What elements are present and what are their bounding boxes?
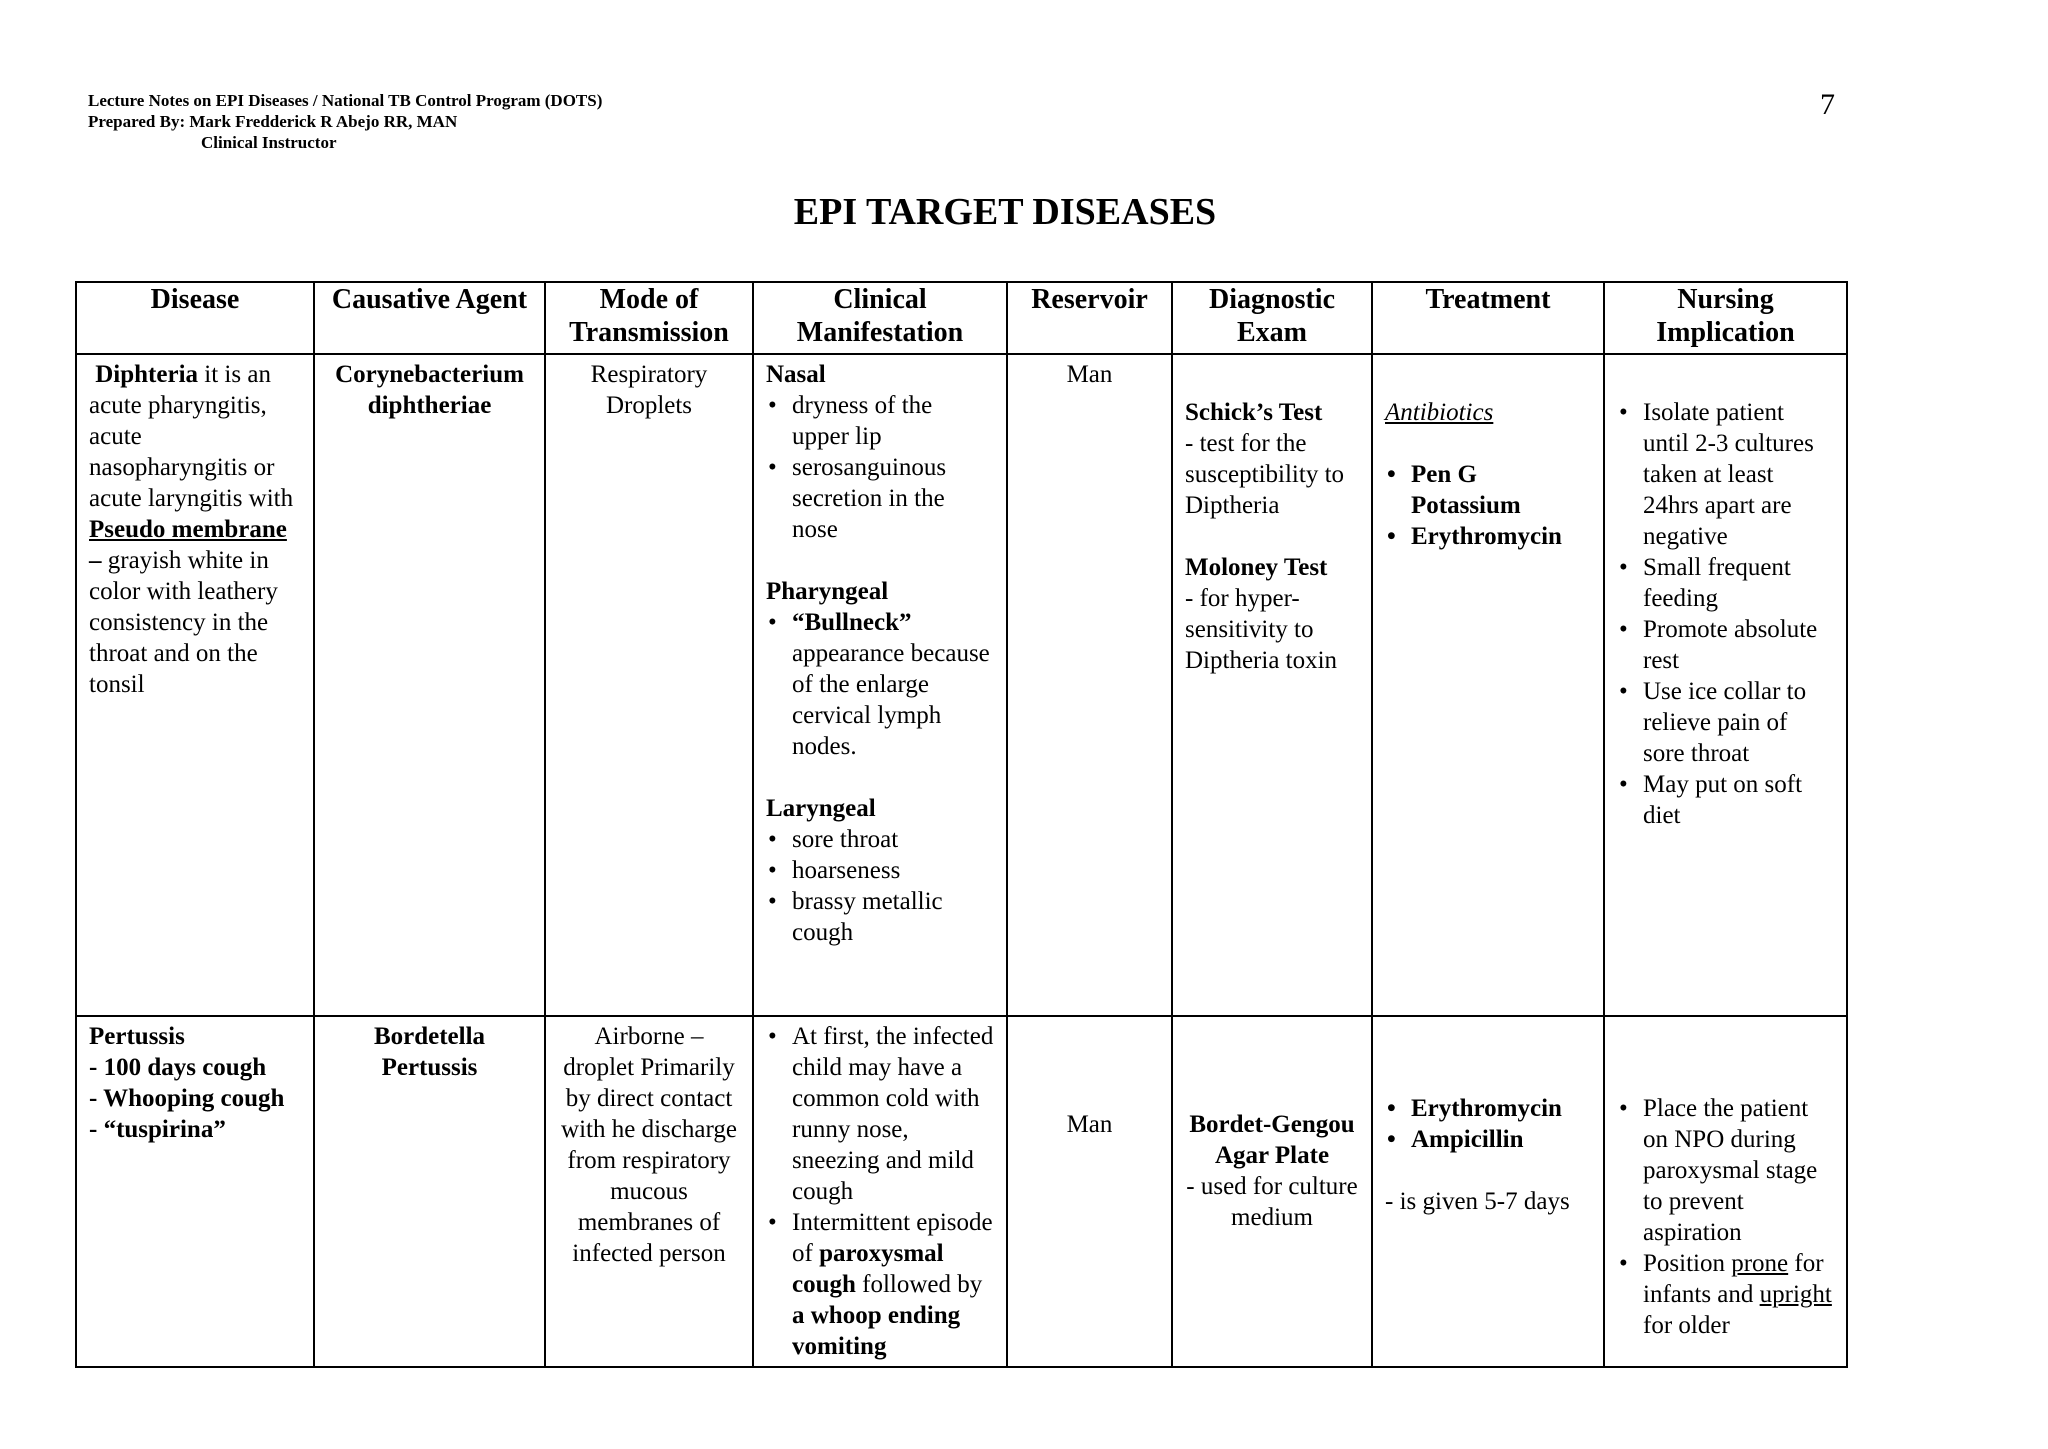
moloney-test-heading: Moloney Test <box>1185 554 1328 581</box>
cell-diagnostic-diphtheria <box>1172 354 1372 1016</box>
list-item: • Ampicillin <box>1385 1124 1591 1155</box>
col-header-reservoir: Reservoir <box>1007 282 1172 354</box>
cell-diagnostic-pertussis <box>1172 1016 1372 1367</box>
disease-alias: - “tuspirina” <box>89 1116 226 1143</box>
page-number: 7 <box>1820 88 1835 121</box>
cell-nursing-pertussis <box>1604 1016 1847 1367</box>
nasal-list <box>766 390 994 545</box>
antibiotics-heading: Antibiotics <box>1385 399 1494 426</box>
document-header <box>88 90 602 153</box>
col-header-clinical-manifestation: Clinical Manifestation <box>753 282 1007 354</box>
laryngeal-heading: Laryngeal <box>766 795 876 822</box>
nasal-heading: Nasal <box>766 361 826 388</box>
col-header-nursing-implication: Nursing Implication <box>1604 282 1847 354</box>
cell-treatment-diphtheria <box>1372 354 1604 1016</box>
text-run: Intermittent episode of <box>792 1209 993 1267</box>
treatment-duration: - is given 5-7 days <box>1385 1188 1570 1215</box>
treatment-list <box>1385 1093 1591 1155</box>
cell-disease-pertussis <box>76 1016 314 1367</box>
prone-term: prone <box>1731 1250 1789 1277</box>
list-item: • dryness of the upper lip <box>766 390 994 452</box>
list-item <box>766 607 994 762</box>
list-item: • Erythromycin <box>1385 521 1591 552</box>
bordet-gengou-heading: Bordet-Gengou Agar Plate <box>1189 1111 1355 1169</box>
disease-alias: - Whooping cough <box>89 1085 285 1112</box>
page-title: EPI TARGET DISEASES <box>793 191 1217 233</box>
list-item: • sore throat <box>766 824 994 855</box>
cell-reservoir-diphtheria: Man <box>1007 354 1172 1016</box>
bullneck-term: “Bullneck” <box>792 609 912 636</box>
bordet-gengou-desc: - used for culture medium <box>1186 1173 1358 1231</box>
disease-name: Diphteria <box>95 361 199 388</box>
cell-transmission-pertussis: Airborne – droplet Primarily by direct contact with he discharge from respiratory mucous membranes of infected person <box>545 1016 753 1367</box>
list-item: • Place the patient on NPO during paroxysmal stage to prevent aspiration <box>1617 1093 1834 1248</box>
cell-reservoir-pertussis <box>1007 1016 1172 1367</box>
schick-test-desc: - test for the susceptibility to Diptheria <box>1185 430 1345 519</box>
list-item: • Pen G Potassium <box>1385 459 1591 521</box>
disease-desc: it is an acute pharyngitis, acute nasopharyngitis or acute laryngitis with <box>89 361 294 512</box>
cell-manifestation-diphtheria <box>753 354 1007 1016</box>
list-item: • brassy metallic cough <box>766 886 994 948</box>
nursing-list <box>1617 1093 1834 1341</box>
list-item: • Promote absolute rest <box>1617 614 1834 676</box>
col-header-treatment: Treatment <box>1372 282 1604 354</box>
cell-treatment-pertussis <box>1372 1016 1604 1367</box>
list-item: • hoarseness <box>766 855 994 886</box>
whoop-term: a whoop ending vomiting <box>792 1302 961 1360</box>
disease-alias: - 100 days cough <box>89 1054 267 1081</box>
list-item: • Use ice collar to relieve pain of sore throat <box>1617 676 1834 769</box>
nursing-list <box>1617 397 1834 831</box>
col-header-disease: Disease <box>76 282 314 354</box>
text-run: for older <box>1643 1312 1730 1339</box>
table-row-pertussis <box>76 1016 1847 1367</box>
list-item: • May put on soft diet <box>1617 769 1834 831</box>
cell-manifestation-pertussis <box>753 1016 1007 1367</box>
reservoir-value: Man <box>1066 1111 1113 1138</box>
table-row-diphtheria <box>76 354 1847 1016</box>
col-header-causative-agent: Causative Agent <box>314 282 545 354</box>
disease-name: Pertussis <box>89 1023 185 1050</box>
list-item <box>1617 1248 1834 1341</box>
epi-diseases-table <box>75 281 1848 1368</box>
list-item: • Isolate patient until 2-3 cultures taken at least 24hrs apart are negative <box>1617 397 1834 552</box>
treatment-list <box>1385 459 1591 552</box>
text-run: followed by <box>855 1271 983 1298</box>
pseudo-membrane-term: Pseudo membrane <box>89 516 287 543</box>
list-item <box>766 1207 994 1362</box>
list-item: • Erythromycin <box>1385 1093 1591 1124</box>
cell-nursing-diphtheria <box>1604 354 1847 1016</box>
text-run: Position <box>1643 1250 1732 1277</box>
cell-agent-pertussis: Bordetella Pertussis <box>314 1016 545 1367</box>
disease-desc-cont: grayish white in color with leathery consistency in the throat and on the tonsil <box>89 547 278 698</box>
header-line-3: Clinical Instructor <box>201 133 337 152</box>
cell-agent-diphtheria: Corynebacterium diphtheriae <box>314 354 545 1016</box>
pharyngeal-list <box>766 607 994 762</box>
laryngeal-list <box>766 824 994 948</box>
pharyngeal-heading: Pharyngeal <box>766 578 889 605</box>
col-header-mode-of-transmission: Mode of Transmission <box>545 282 753 354</box>
paroxysmal-cough-term: paroxysmal cough <box>792 1240 944 1298</box>
cell-disease-diphtheria <box>76 354 314 1016</box>
table-header-row <box>76 282 1847 354</box>
list-item: • Small frequent feeding <box>1617 552 1834 614</box>
header-line-2: Prepared By: Mark Fredderick R Abejo RR, MAN <box>88 112 458 131</box>
cell-transmission-diphtheria: Respiratory Droplets <box>545 354 753 1016</box>
col-header-diagnostic-exam: Diagnostic Exam <box>1172 282 1372 354</box>
header-line-1: Lecture Notes on EPI Diseases / National TB Control Program (DOTS) <box>88 91 603 110</box>
text-run: for infants and <box>1643 1250 1824 1308</box>
upright-term: upright <box>1759 1281 1832 1308</box>
manifestation-list <box>766 1021 994 1362</box>
schick-test-heading: Schick’s Test <box>1185 399 1323 426</box>
moloney-test-desc: - for hyper-sensitivity to Diptheria toxin <box>1185 585 1338 674</box>
bullneck-desc: appearance because of the enlarge cervical lymph nodes. <box>792 640 990 760</box>
list-item: • serosanguinous secretion in the nose <box>766 452 994 545</box>
dash: – <box>89 547 102 574</box>
list-item: • At first, the infected child may have a common cold with runny nose, sneezing and mild cough <box>766 1021 994 1207</box>
